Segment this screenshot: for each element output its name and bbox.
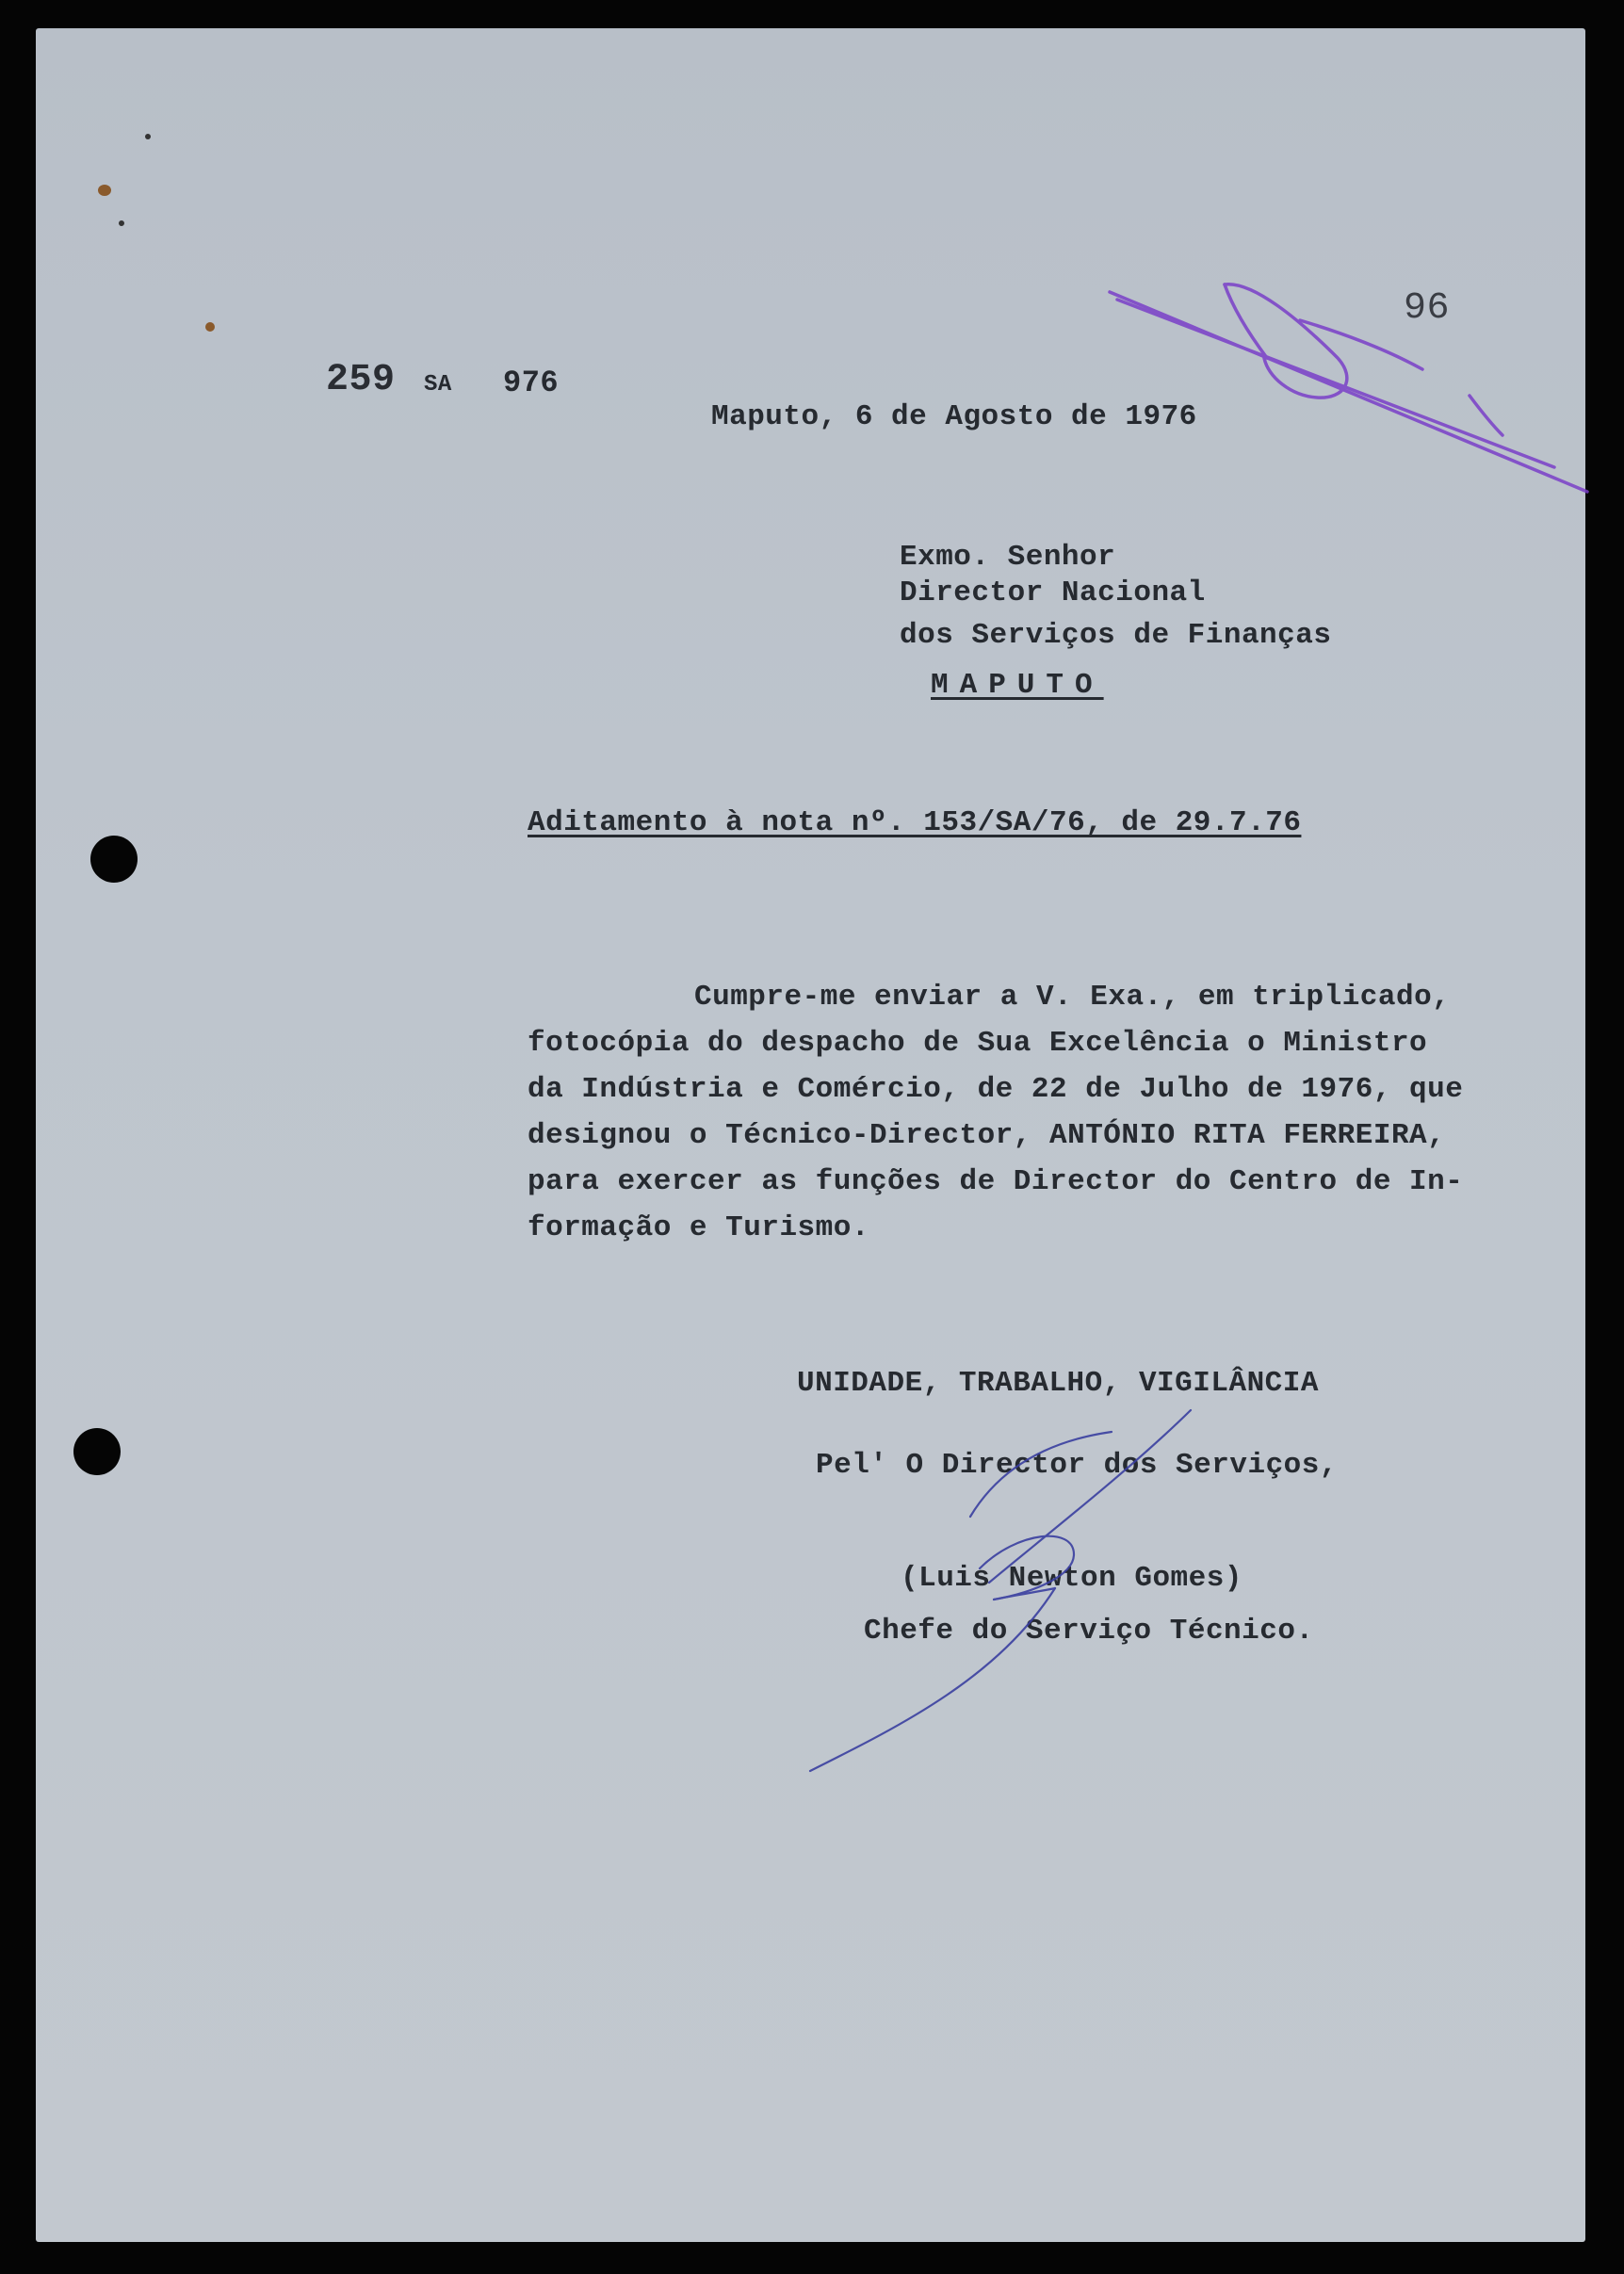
subject-line: Aditamento à nota nº. 153/SA/76, de 29.7.76 [528,806,1302,839]
addressee-department: dos Serviços de Finanças [900,619,1332,652]
closing-on-behalf: Pel' O Director dos Serviços, [816,1449,1338,1482]
body-line: Cumpre-me enviar a V. Exa., em triplicado, [694,981,1451,1014]
stamp-scribble [1110,284,1587,492]
dateline: Maputo, 6 de Agosto de 1976 [711,400,1197,433]
reference-year: 976 [503,365,560,400]
body-line: para exercer as funções de Director do Centro de In- [528,1165,1464,1198]
addressee-salutation: Exmo. Senhor [900,541,1116,574]
body-line: da Indústria e Comércio, de 22 de Julho de 1976, que [528,1073,1464,1106]
reference-number: 259 [326,359,396,401]
body-line: fotocópia do despacho de Sua Excelência o Ministro [528,1027,1428,1060]
addressee-city: MAPUTO [931,669,1104,702]
signatory-title: Chefe do Serviço Técnico. [864,1615,1314,1648]
signatory-name: (Luis Newton Gomes) [901,1562,1242,1595]
closing-motto: UNIDADE, TRABALHO, VIGILÂNCIA [797,1367,1319,1400]
addressee-title: Director Nacional [900,577,1206,609]
signature [810,1410,1191,1771]
reference-series: SA [424,372,452,398]
body-line: formação e Turismo. [528,1211,869,1244]
page-number: 96 [1404,287,1451,330]
body-line: designou o Técnico-Director, ANTÓNIO RITA FERREIRA, [528,1119,1446,1152]
